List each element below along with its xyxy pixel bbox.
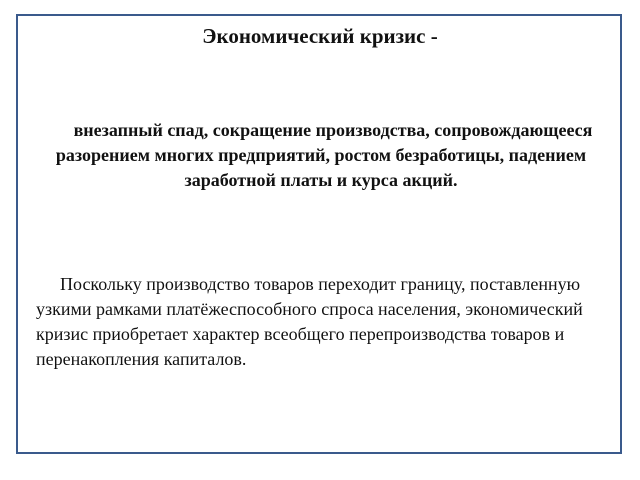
definition-text: внезапный спад, сокращение производства, сопровождающееся разорением многих предприятий, ростом безработицы, падением заработной платы и курса акций. — [55, 120, 593, 190]
slide-title: Экономический кризис - — [202, 24, 438, 48]
slide-frame — [16, 14, 622, 454]
body-paragraph: Поскольку производство товаров переходит границу, поставленную узкими рамками платёжеспособного спроса населения, экономический кризис приобретает характер всеобщего перепроизводства товаров и перенакопления капиталов. — [36, 274, 583, 369]
